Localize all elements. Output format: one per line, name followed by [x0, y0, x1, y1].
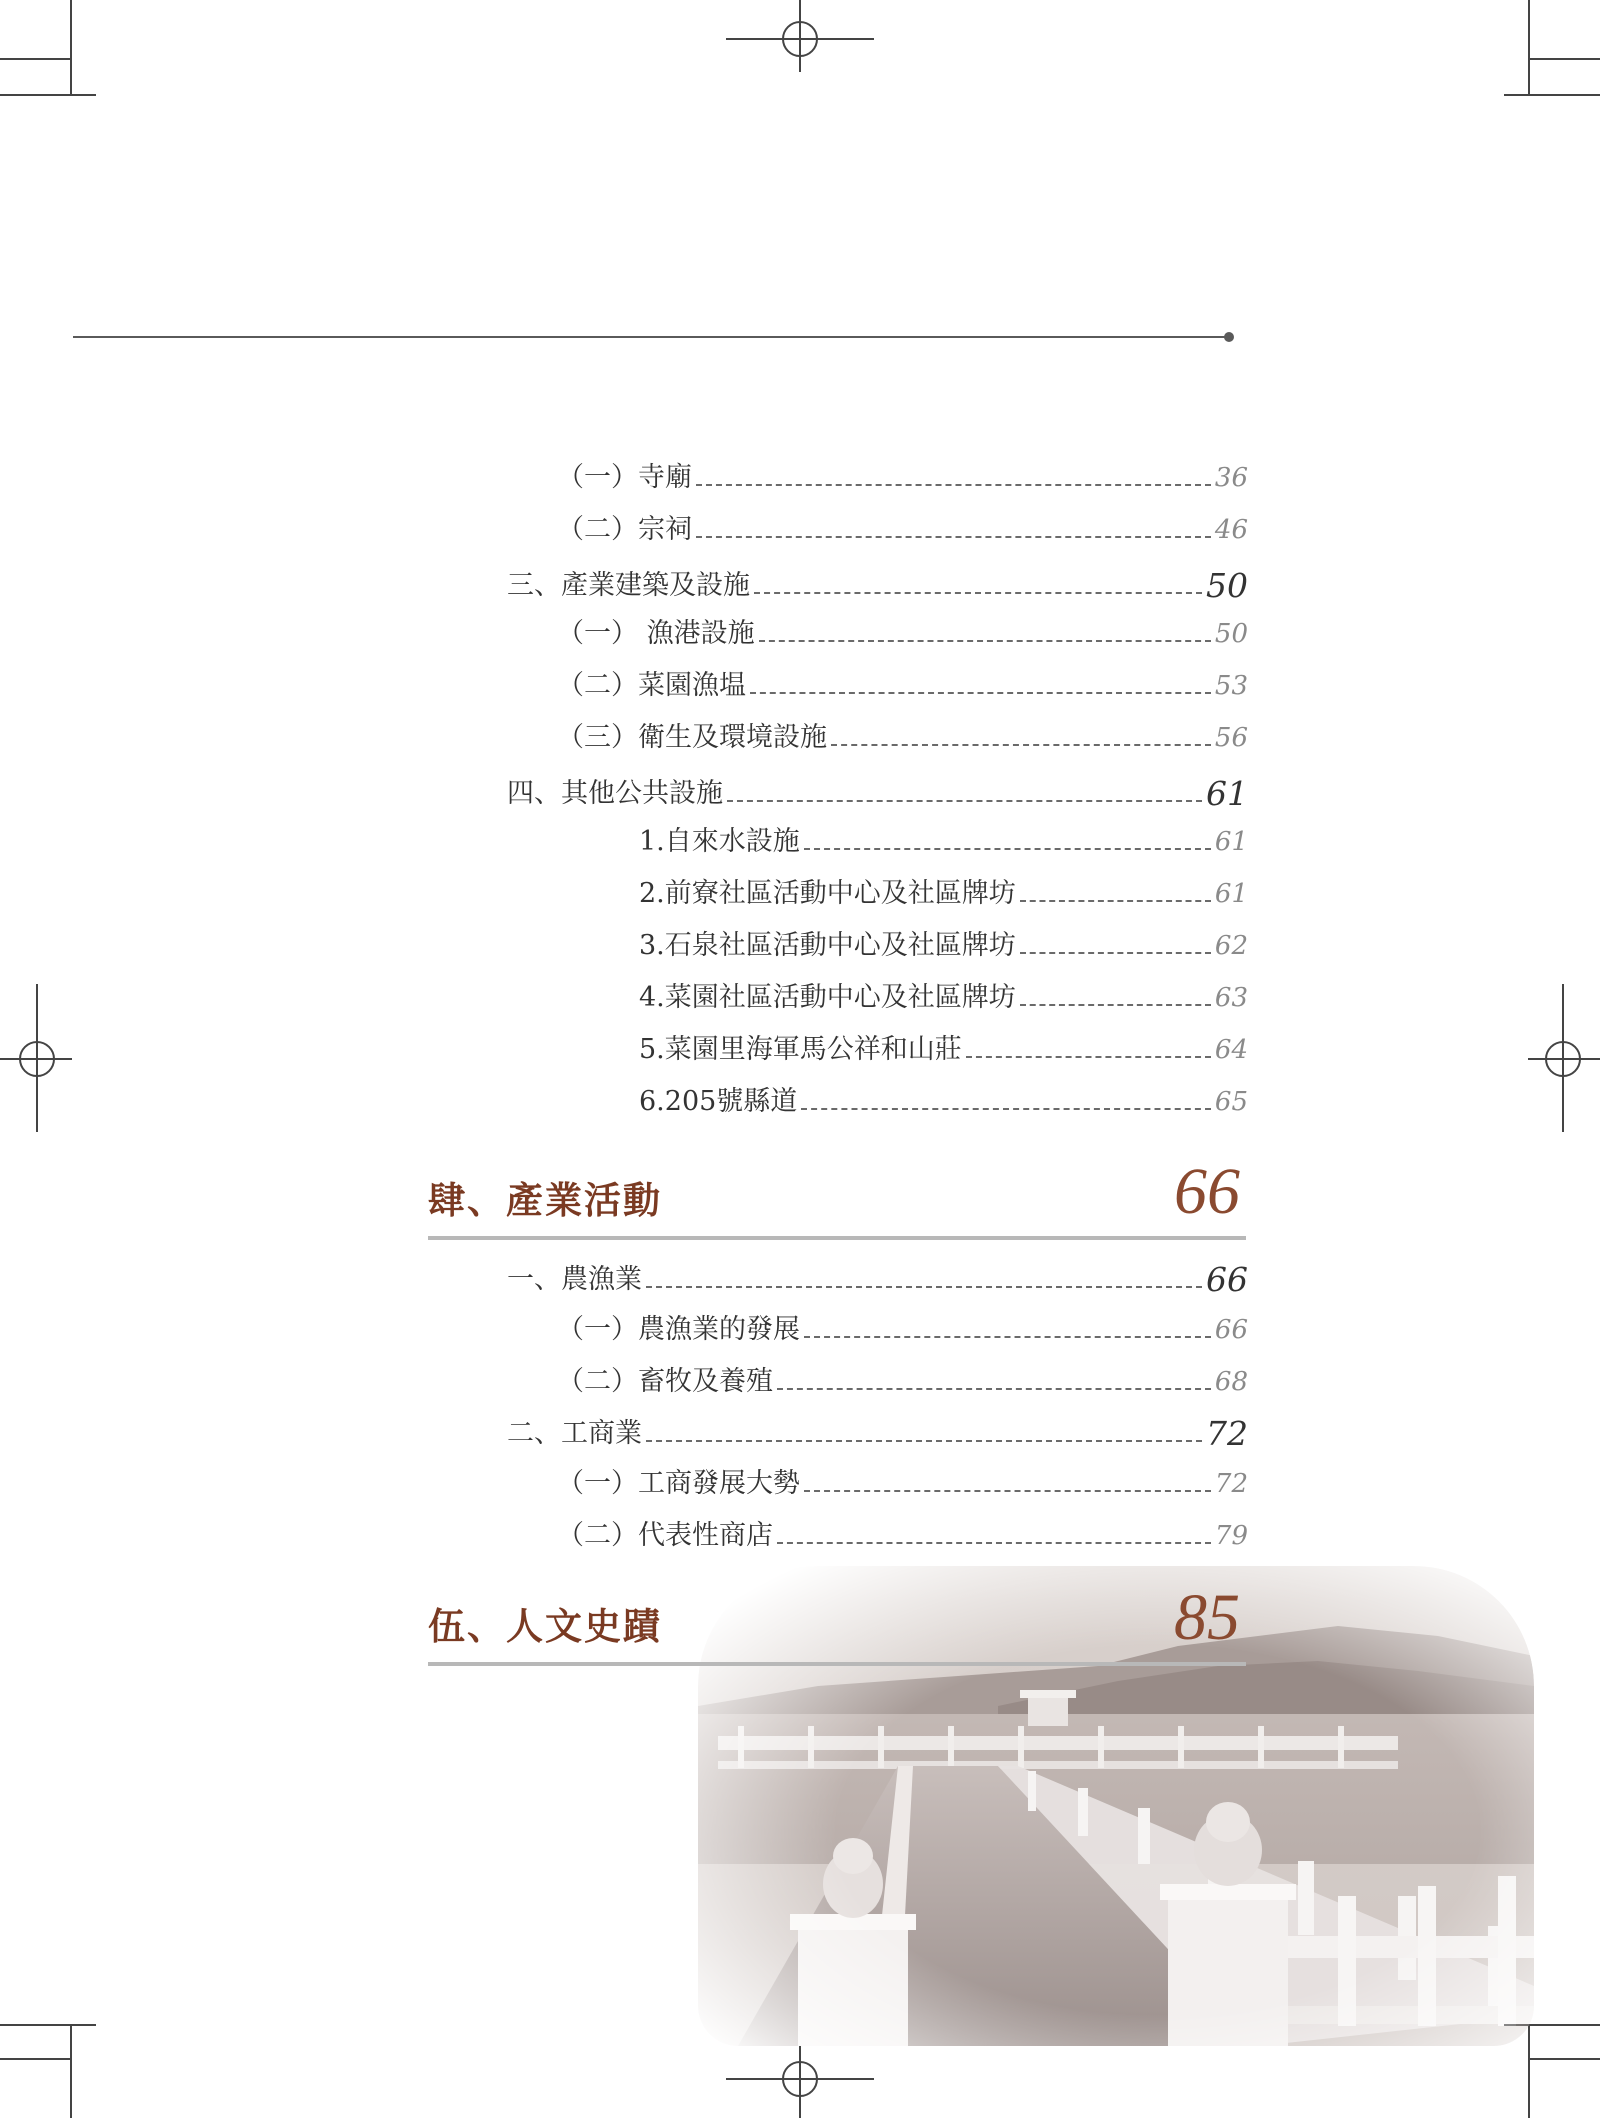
toc-entry	[557, 1310, 1248, 1350]
section-heading	[428, 1572, 1246, 1666]
toc-entry-label: （一）寺廟	[557, 462, 692, 493]
toc-leader-dashes	[696, 484, 1211, 486]
toc-entry	[639, 822, 1248, 862]
toc-entry-page: 72	[1206, 1414, 1248, 1453]
toc-leader-dashes	[831, 744, 1211, 746]
toc-entry	[557, 718, 1248, 758]
toc-entry-label: （二）宗祠	[557, 514, 692, 545]
top-rule	[73, 336, 1231, 338]
toc-entry	[507, 566, 1248, 606]
section-heading	[428, 1146, 1246, 1240]
toc-entry-label: 5.菜園里海軍馬公祥和山莊	[639, 1034, 962, 1065]
toc-entry-label: 三、產業建築及設施	[507, 570, 750, 601]
toc-entry-label: 二、工商業	[507, 1418, 642, 1449]
toc-entry-page: 63	[1214, 983, 1248, 1013]
toc-entry-page: 61	[1214, 827, 1248, 857]
toc-entry	[639, 926, 1248, 966]
toc-entry-label: （一）農漁業的發展	[557, 1314, 800, 1345]
toc-leader-dashes	[1020, 900, 1211, 902]
toc-entry	[557, 1516, 1248, 1556]
toc-entry-page: 53	[1214, 671, 1248, 701]
toc-leader-dashes	[804, 1336, 1211, 1338]
toc-leader-dashes	[727, 800, 1202, 802]
toc-entry-page: 79	[1214, 1521, 1248, 1551]
toc-entry	[639, 874, 1248, 914]
toc-entry	[507, 774, 1248, 814]
toc-leader-dashes	[804, 848, 1211, 850]
toc-entry-page: 66	[1206, 1260, 1248, 1299]
toc-entry-page: 50	[1206, 566, 1248, 605]
toc-entry-label: 2.前寮社區活動中心及社區牌坊	[639, 878, 1016, 909]
toc-entry	[507, 1414, 1248, 1454]
toc-entry-page: 66	[1214, 1315, 1248, 1345]
toc-leader-dashes	[646, 1286, 1202, 1288]
section-page-number: 85	[1174, 1581, 1240, 1654]
toc-entry-label: 4.菜園社區活動中心及社區牌坊	[639, 982, 1016, 1013]
toc-entry	[507, 1260, 1248, 1300]
toc-leader-dashes	[1020, 952, 1211, 954]
toc-entry-label: （一）工商發展大勢	[557, 1468, 800, 1499]
toc-entry	[557, 666, 1248, 706]
toc-entry-page: 64	[1214, 1035, 1248, 1065]
toc-leader-dashes	[1020, 1004, 1211, 1006]
section-page-number: 66	[1174, 1155, 1240, 1228]
toc-entry-page: 46	[1214, 515, 1248, 545]
toc-leader-dashes	[759, 640, 1211, 642]
toc-entry	[557, 1362, 1248, 1402]
toc-entry-page: 36	[1214, 463, 1248, 493]
toc-entry-label: （一） 漁港設施	[557, 618, 755, 649]
toc-entry-label: 3.石泉社區活動中心及社區牌坊	[639, 930, 1016, 961]
toc-entry-page: 61	[1206, 774, 1248, 813]
toc-entry-label: （二）畜牧及養殖	[557, 1366, 773, 1397]
toc-entry-label: 四、其他公共設施	[507, 778, 723, 809]
toc-entry	[639, 1082, 1248, 1122]
toc-entry-page: 56	[1214, 723, 1248, 753]
toc-leader-dashes	[754, 592, 1202, 594]
toc-entry-page: 65	[1214, 1087, 1248, 1117]
section-title: 伍、人文史蹟	[428, 1605, 662, 1648]
toc-entry-label: （三）衛生及環境設施	[557, 722, 827, 753]
toc-entry	[557, 614, 1248, 654]
toc-leader-dashes	[646, 1440, 1202, 1442]
toc-entry-label: 1.自來水設施	[639, 826, 800, 857]
toc-entry	[639, 978, 1248, 1018]
top-rule-dot	[1224, 332, 1234, 342]
toc-entry-page: 50	[1214, 619, 1248, 649]
toc-leader-dashes	[777, 1542, 1211, 1544]
toc-entry-page: 62	[1214, 931, 1248, 961]
toc-entry-label: 6.205號縣道	[639, 1086, 798, 1117]
section-title: 肆、產業活動	[428, 1179, 662, 1222]
toc-entry	[557, 1464, 1248, 1504]
toc-entry-label: （二）菜園漁塭	[557, 670, 746, 701]
toc-leader-dashes	[696, 536, 1211, 538]
toc-entry-page: 68	[1214, 1367, 1248, 1397]
toc-leader-dashes	[750, 692, 1211, 694]
toc-entry-label: 一、農漁業	[507, 1264, 642, 1295]
toc-entry	[557, 510, 1248, 550]
toc-leader-dashes	[804, 1490, 1211, 1492]
toc-entry	[639, 1030, 1248, 1070]
toc-leader-dashes	[777, 1388, 1211, 1390]
toc-entry-label: （二）代表性商店	[557, 1520, 773, 1551]
toc-entry-page: 72	[1214, 1469, 1248, 1499]
toc-entry-page: 61	[1214, 879, 1248, 909]
toc-entry	[557, 458, 1248, 498]
toc-leader-dashes	[966, 1056, 1211, 1058]
toc-leader-dashes	[801, 1108, 1211, 1110]
